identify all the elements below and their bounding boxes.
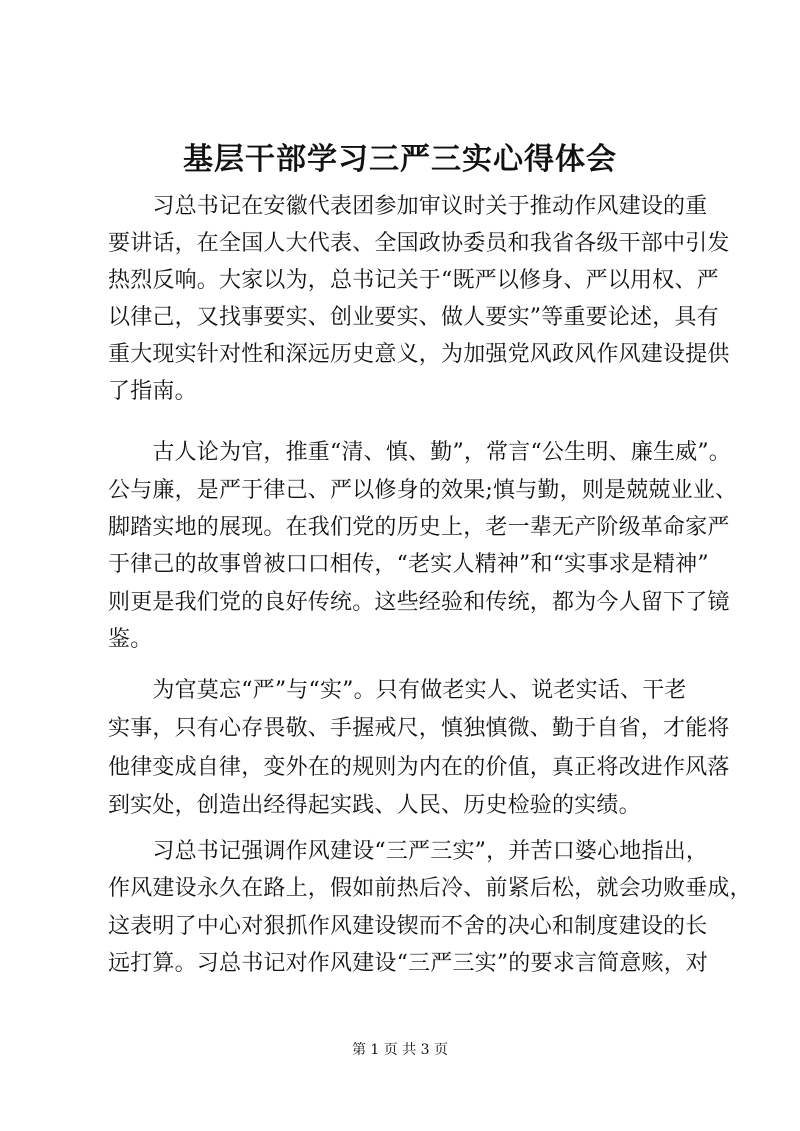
page-footer: 第 1 页 共 3 页	[351, 1042, 449, 1058]
body-line: 远打算。习总书记对作风建设“三严三实”的要求言简意赅，对	[108, 951, 709, 976]
body-line: 了指南。	[108, 379, 197, 404]
body-line: 作风建设永久在路上，假如前热后冷、前紧后松，就会功败垂成，	[108, 876, 752, 901]
body-line: 热烈反响。大家以为，总书记关于“既严以修身、严以用权、严	[108, 268, 719, 293]
body-line: 古人论为官，推重“清、慎、勤”，常言“公生明、廉生威”。	[108, 440, 731, 465]
body-line: 这表明了中心对狠抓作风建设锲而不舍的决心和制度建设的长	[108, 914, 708, 939]
document-title: 基层干部学习三严三实心得体会	[183, 142, 617, 177]
body-line: 要讲话，在全国人大代表、全国政协委员和我省各级干部中引发	[108, 231, 730, 256]
body-line: 鉴。	[108, 627, 153, 652]
body-line: 以律己，又找事要实、创业要实、做人要实”等重要论述，具有	[108, 305, 719, 330]
body-line: 实事，只有心存畏敬、手握戒尺，慎独慎微、勤于自省，才能将	[108, 716, 730, 741]
body-line: 为官莫忘“严”与“实”。只有做老实人、说老实话、干老	[108, 678, 687, 703]
body-line: 习总书记在安徽代表团参加审议时关于推动作风建设的重	[108, 194, 708, 219]
body-line: 则更是我们党的良好传统。这些经验和传统，都为今人留下了镜	[108, 590, 730, 615]
body-line: 习总书记强调作风建设“三严三实”，并苦口婆心地指出，	[108, 839, 709, 864]
body-line: 重大现实针对性和深远历史意义，为加强党风政风作风建设提供	[108, 342, 730, 367]
body-line: 到实处，创造出经得起实践、人民、历史检验的实绩。	[108, 793, 641, 818]
body-line: 他律变成自律，变外在的规则为内在的价值，真正将改进作风落	[108, 755, 730, 780]
body-line: 公与廉，是严于律己、严以修身的效果;慎与勤，则是兢兢业业、	[108, 478, 738, 503]
body-line: 脚踏实地的展现。在我们党的历史上，老一辈无产阶级革命家严	[108, 515, 730, 540]
body-line: 于律己的故事曾被口口相传，“老实人精神”和“实事求是精神”	[108, 552, 709, 577]
